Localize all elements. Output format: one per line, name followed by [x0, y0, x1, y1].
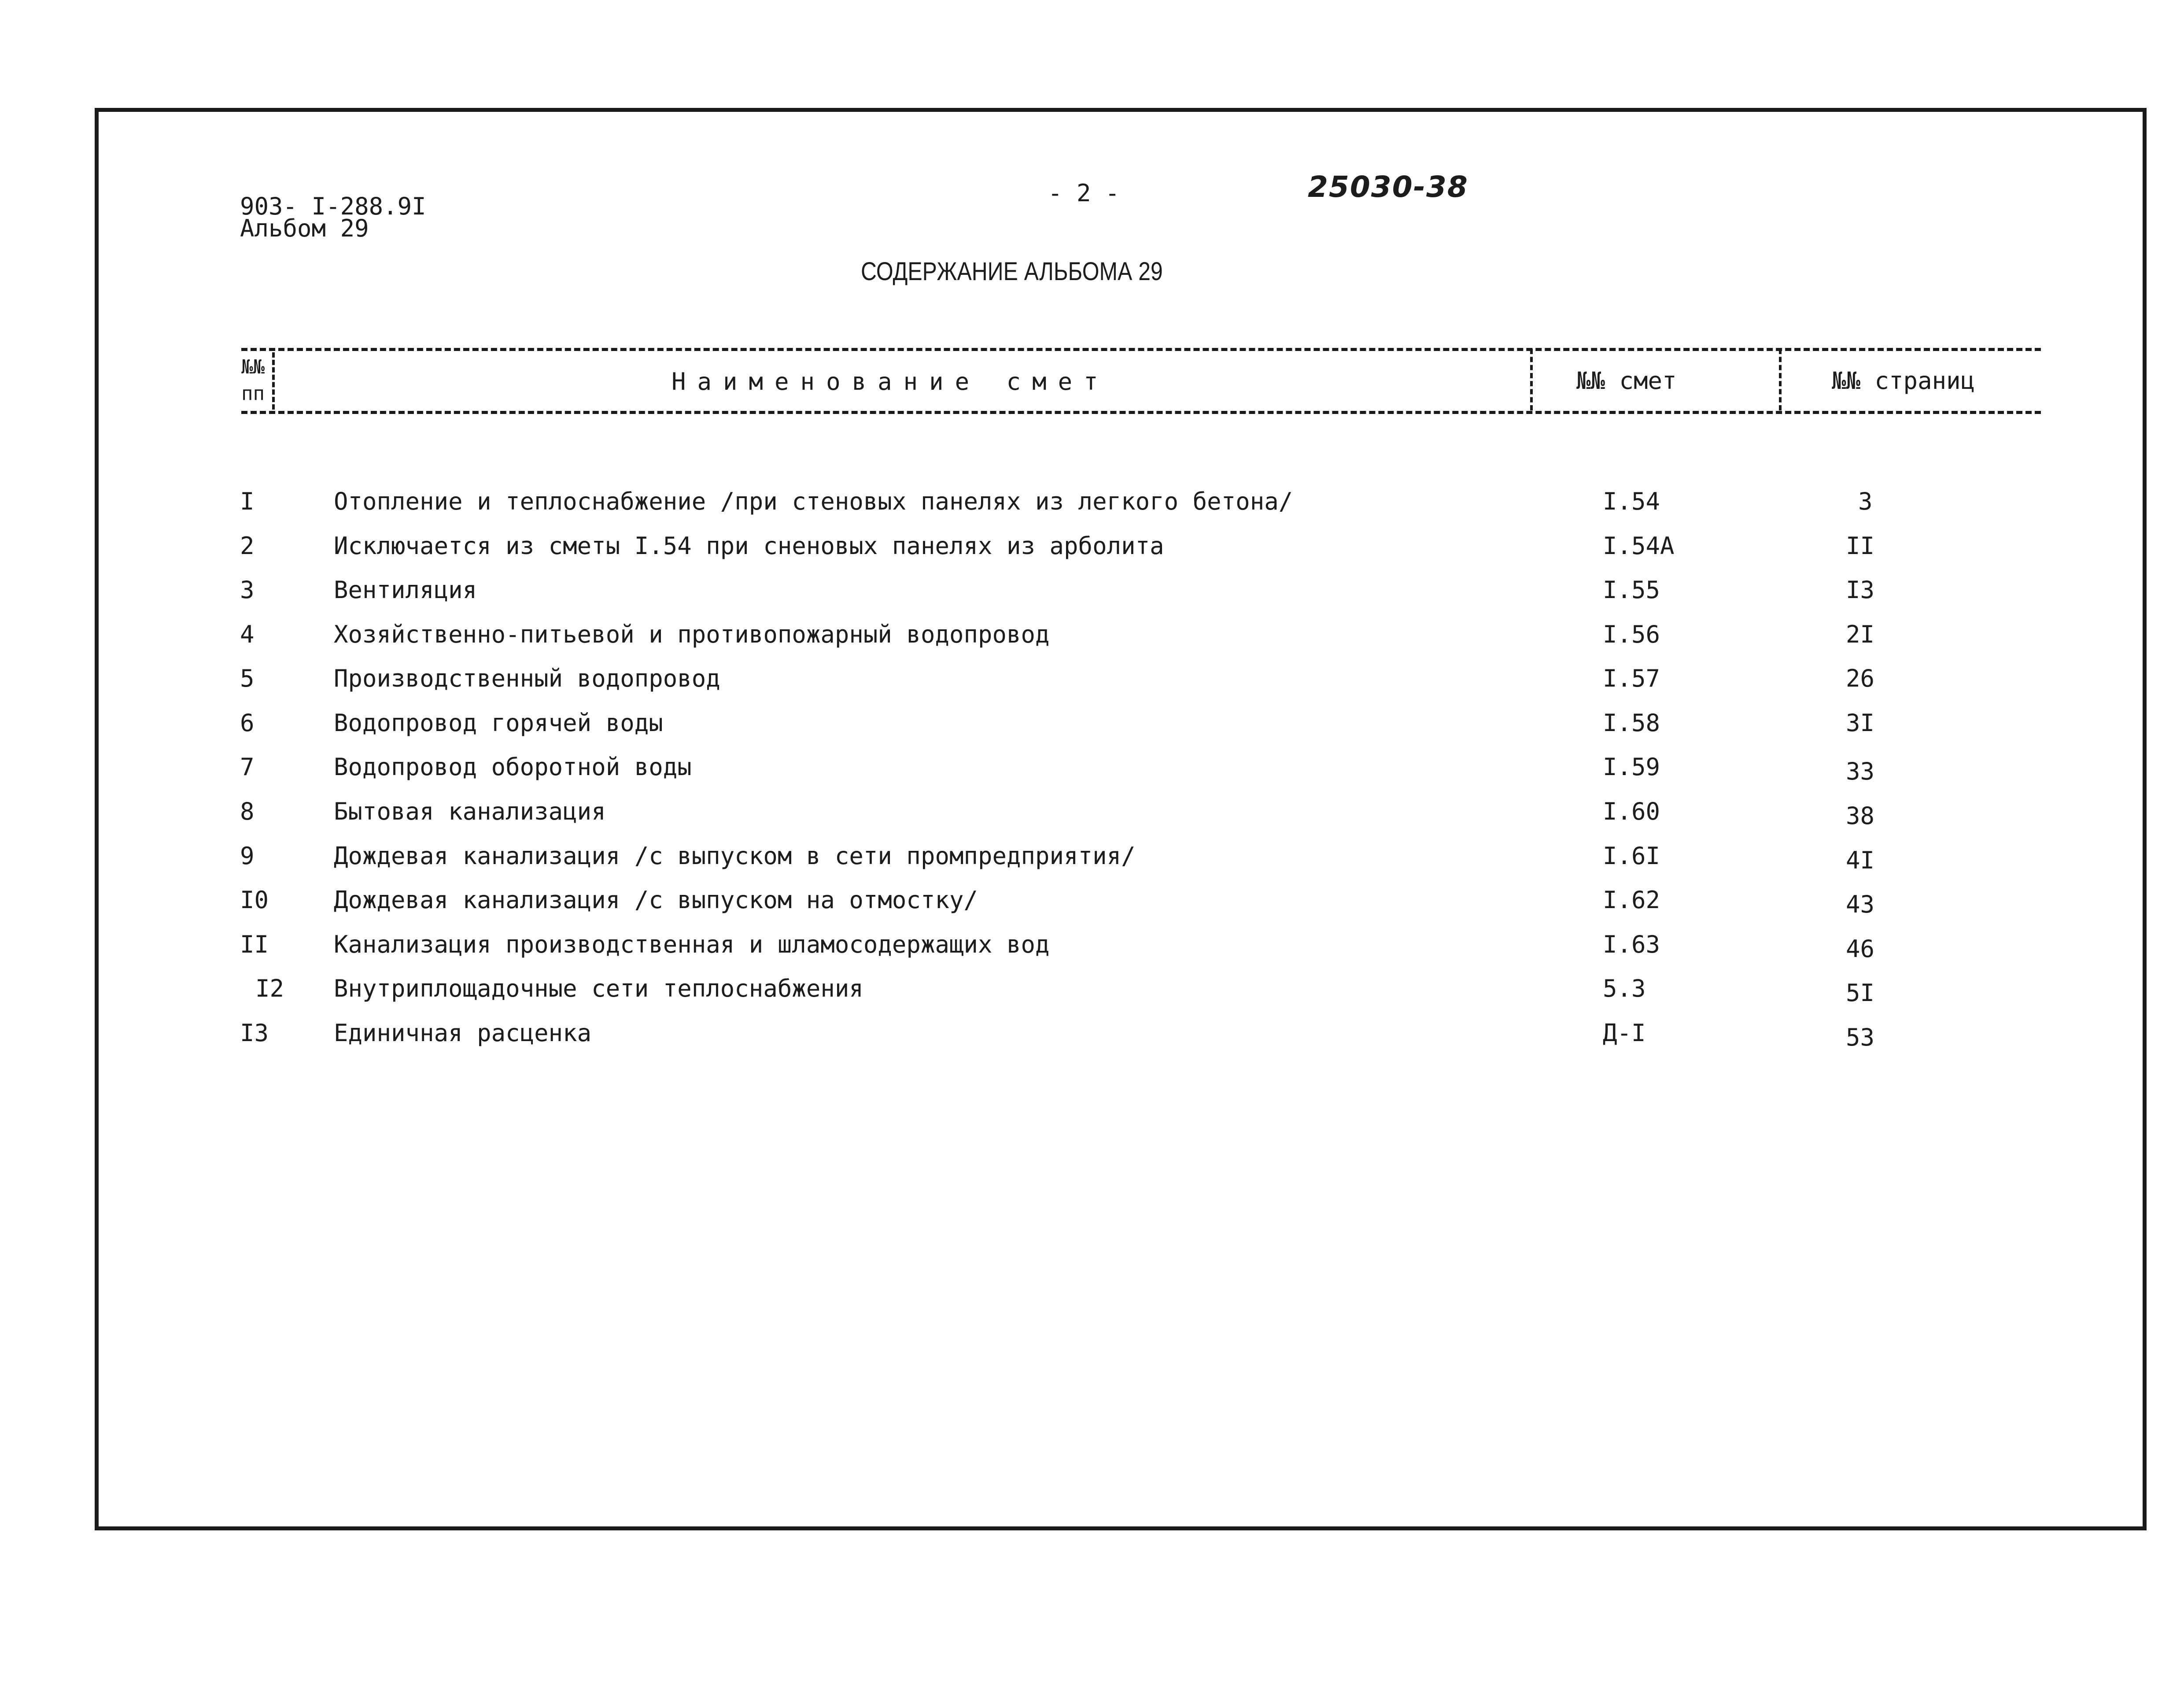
row-estimate: I.59: [1603, 753, 1660, 781]
row-name: Исключается из сметы I.54 при сненовых панелях из арболита: [334, 532, 1164, 560]
row-pages: 2I: [1846, 621, 1875, 648]
row-number: 2: [240, 532, 255, 560]
row-estimate: I.56: [1603, 621, 1660, 648]
handwritten-number: 25030-38: [1308, 170, 1468, 204]
row-name: Канализация производственная и шламосодержащих вод: [334, 931, 1050, 958]
row-number: 7: [240, 753, 255, 781]
document-code: 903- I-288.9I: [240, 192, 426, 220]
row-pages: I3: [1846, 576, 1875, 604]
row-pages: 3I: [1846, 709, 1875, 737]
row-estimate: I.54: [1603, 488, 1660, 515]
row-name: Бытовая канализация: [334, 798, 606, 825]
row-name: Дождевая канализация /с выпуском на отмостку/: [334, 886, 978, 914]
row-name: Вентиляция: [334, 576, 477, 604]
row-pages: 38: [1846, 802, 1875, 830]
row-number: I0: [240, 886, 269, 914]
row-pages: 5I: [1846, 979, 1875, 1007]
row-name: Производственный водопровод: [334, 665, 720, 692]
row-estimate: 5.3: [1603, 975, 1646, 1002]
row-name: Хозяйственно-питьевой и противопожарный водопровод: [334, 621, 1050, 648]
row-pages: 26: [1846, 665, 1875, 692]
row-number: I3: [240, 1019, 269, 1047]
row-estimate: I.58: [1603, 709, 1660, 737]
row-pages: 43: [1846, 890, 1875, 918]
row-pages: 53: [1846, 1023, 1875, 1051]
header-divider-num: [272, 352, 275, 410]
row-name: Внутриплощадочные сети теплоснабжения: [334, 975, 863, 1002]
header-num-top: №№: [241, 356, 265, 378]
row-name: Единичная расценка: [334, 1019, 592, 1047]
row-pages: II: [1846, 532, 1875, 560]
row-estimate: I.62: [1603, 886, 1660, 914]
header-pages: №№ страниц: [1832, 367, 1975, 395]
row-estimate: Д-I: [1603, 1019, 1646, 1047]
row-number: II: [240, 931, 269, 958]
row-name: Водопровод оборотной воды: [334, 753, 692, 781]
document-title: СОДЕРЖАНИЕ АЛЬБОМА 29: [861, 257, 1163, 286]
row-estimate: I.54А: [1603, 532, 1675, 560]
row-number: 9: [240, 842, 255, 870]
album-label: Альбом 29: [240, 214, 369, 242]
row-pages: 46: [1846, 935, 1875, 963]
row-pages: 4I: [1846, 846, 1875, 874]
page-number: - 2 -: [1048, 179, 1120, 207]
row-pages: 3: [1858, 488, 1873, 515]
row-estimate: I.63: [1603, 931, 1660, 958]
header-estimate: №№ смет: [1576, 367, 1677, 395]
row-number: I2: [255, 975, 284, 1002]
header-num-bottom: пп: [241, 382, 265, 405]
row-name: Водопровод горячей воды: [334, 709, 663, 737]
row-estimate: I.60: [1603, 798, 1660, 825]
row-estimate: I.57: [1603, 665, 1660, 692]
row-number: 8: [240, 798, 255, 825]
row-estimate: I.55: [1603, 576, 1660, 604]
row-number: I: [240, 488, 255, 515]
row-number: 4: [240, 621, 255, 648]
header-divider-estimate: [1779, 349, 1782, 410]
row-name: Дождевая канализация /с выпуском в сети промпредприятия/: [334, 842, 1136, 870]
header-bottom-border: [241, 411, 2041, 414]
header-name: Наименование смет: [671, 368, 1110, 395]
row-name: Отопление и теплоснабжение /при стеновых панелях из легкого бетона/: [334, 488, 1293, 515]
header-top-border: [241, 348, 2041, 351]
row-number: 5: [240, 665, 255, 692]
row-number: 3: [240, 576, 255, 604]
row-number: 6: [240, 709, 255, 737]
header-divider-name: [1530, 349, 1533, 410]
row-pages: 33: [1846, 757, 1875, 785]
row-estimate: I.6I: [1603, 842, 1660, 870]
